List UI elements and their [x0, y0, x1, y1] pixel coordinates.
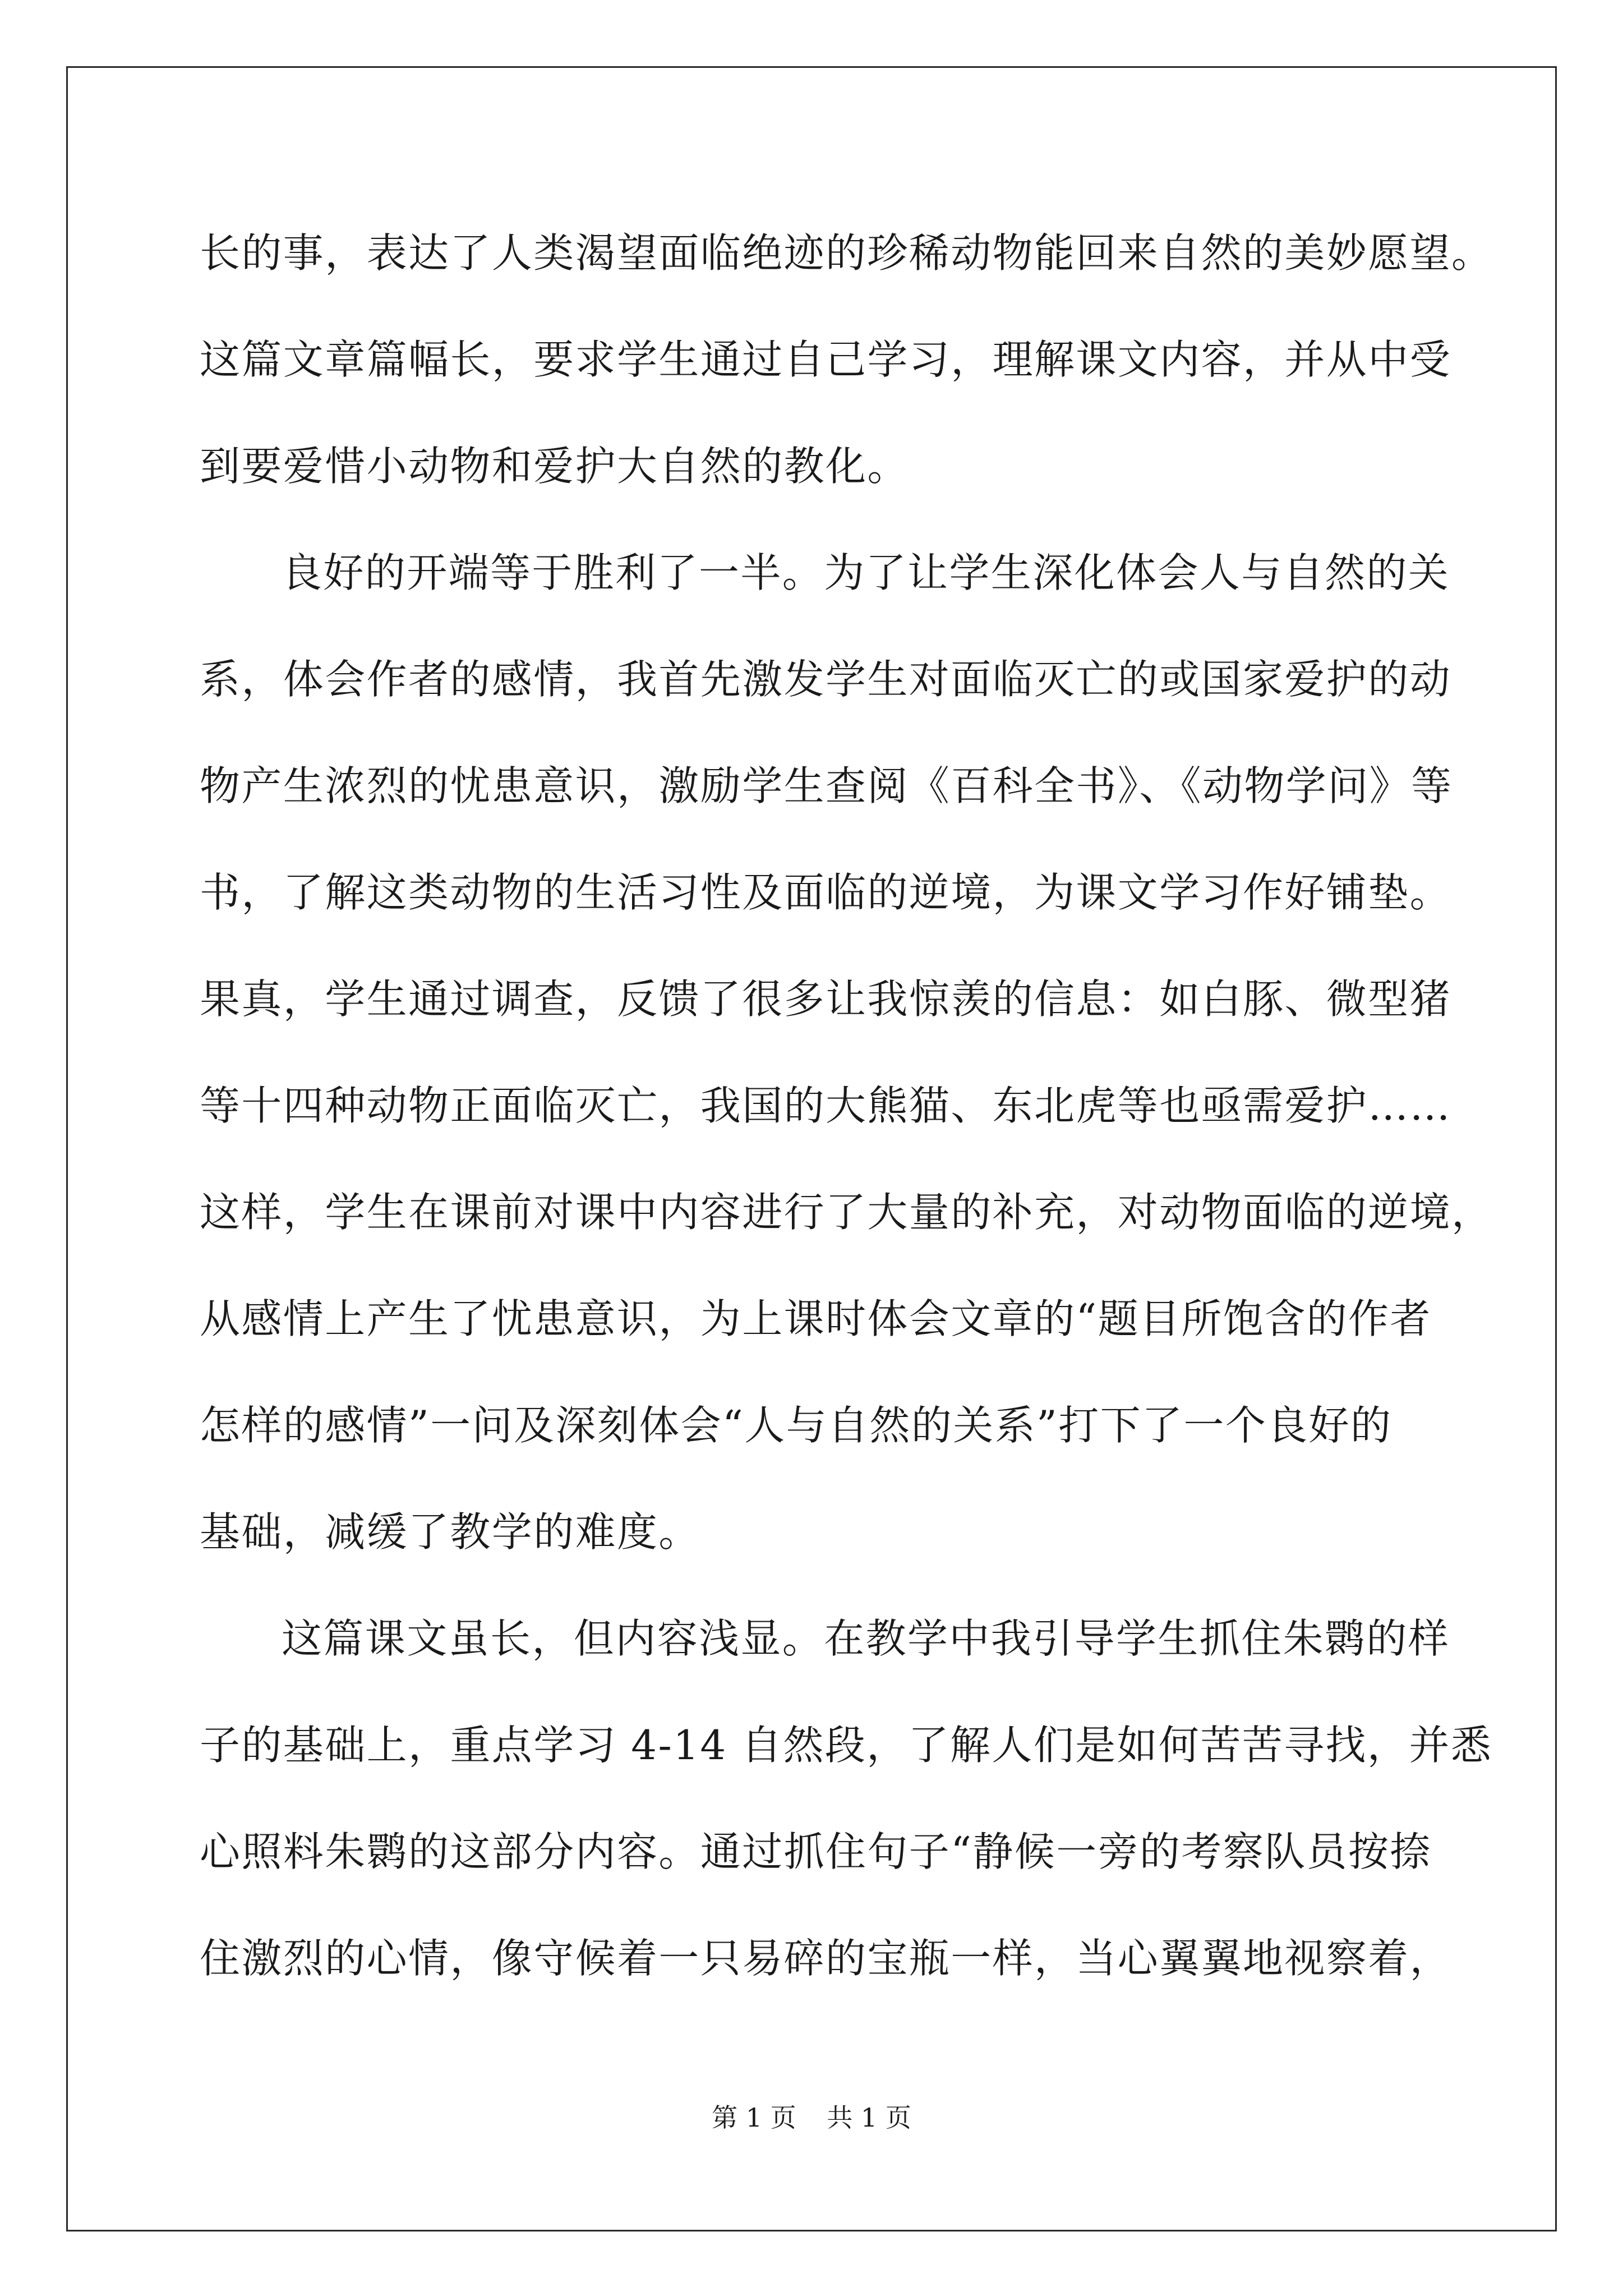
page-number: 第 1 页 [712, 2102, 796, 2133]
page-footer [0, 2101, 1623, 2134]
text-line: 这样，学生在课前对课中内容进行了大量的补充，对动物面临的逆境， [200, 1189, 1493, 1236]
paragraph-first-line: 良好的开端等于胜利了一半。为了让学生深化体会人与自然的关 [282, 549, 1450, 596]
text-line: 这篇文章篇幅长，要求学生通过自己学习，理解课文内容，并从中受 [200, 336, 1452, 383]
text-line: 住激烈的心情，像守候着一只易碎的宝瓶一样，当心翼翼地视察着， [200, 1935, 1452, 1982]
document-body [200, 200, 1493, 2012]
text-line: 心照料朱鹮的这部分内容。通过抓住句子“静候一旁的考察队员按捺 [200, 1828, 1432, 1875]
text-line: 系，体会作者的感情，我首先激发学生对面临灭亡的或国家爱护的动 [200, 656, 1452, 703]
text-line: 物产生浓烈的忧患意识，激励学生查阅《百科全书》、《动物学问》等 [200, 762, 1453, 809]
page-count: 共 1 页 [827, 2102, 911, 2133]
text-line: 从感情上产生了忧患意识，为上课时体会文章的“题目所饱含的作者 [200, 1295, 1432, 1342]
text-line: 怎样的感情”一问及深刻体会“人与自然的关系”打下了一个良好的 [200, 1402, 1393, 1449]
text-line: 果真，学生通过调查，反馈了很多让我惊羡的信息：如白豚、微型猪 [200, 976, 1452, 1023]
text-line: 基础，减缓了教学的难度。 [200, 1508, 700, 1556]
paragraph-first-line: 这篇课文虽长，但内容浅显。在教学中我引导学生抓住朱鹮的样 [282, 1615, 1450, 1662]
text-line: 长的事，表达了人类渴望面临绝迹的珍稀动物能回来自然的美妙愿望。 [200, 229, 1493, 277]
text-line: 书，了解这类动物的生活习性及面临的逆境，为课文学习作好铺垫。 [200, 869, 1452, 916]
text-line: 子的基础上，重点学习 4-14 自然段，了解人们是如何苦苦寻找，并悉 [200, 1722, 1493, 1769]
text-line: 等十四种动物正面临灭亡，我国的大熊猫、东北虎等也亟需爱护…… [200, 1082, 1452, 1129]
text-line: 到要爱惜小动物和爱护大自然的教化。 [200, 443, 909, 490]
